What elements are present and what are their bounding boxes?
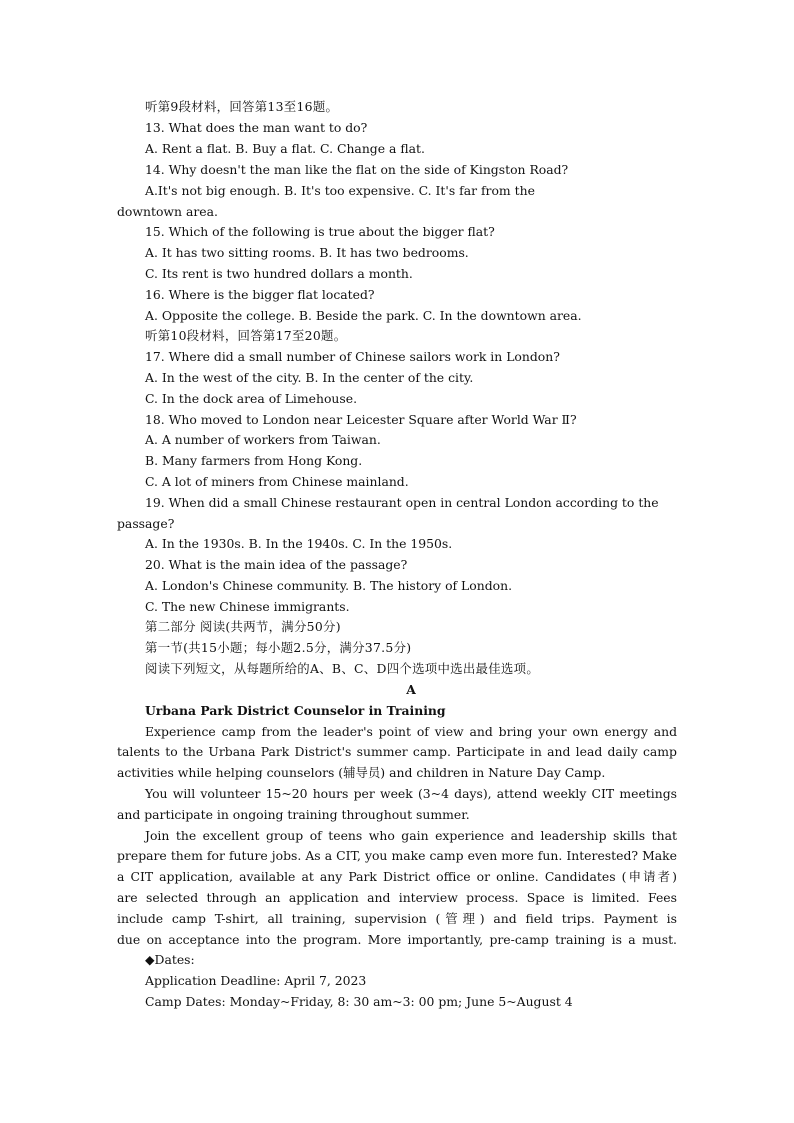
- para3-line5: include camp T-shirt, all training, supervision (管理) and field trips. Payment is: [117, 911, 677, 926]
- question-19: 19. When did a small Chinese restaurant open in central London according to the: [145, 495, 659, 510]
- question-15: 15. Which of the following is true about the bigger flat?: [145, 224, 495, 239]
- option-18-b: B. Many farmers from Hong Kong.: [145, 453, 363, 468]
- question-13: 13. What does the man want to do?: [145, 120, 368, 135]
- options-20-c: C. The new Chinese immigrants.: [145, 599, 350, 614]
- para3-line1: Join the excellent group of teens who gain experience and leadership skills that: [145, 828, 677, 843]
- para3-line4: are selected through an application and interview process. Space is limited. Fees: [117, 890, 677, 905]
- options-15-ab: A. It has two sitting rooms. B. It has two bedrooms.: [145, 245, 469, 260]
- para2-line1: You will volunteer 15~20 hours per week (3~4 days), attend weekly CIT meetings: [145, 786, 677, 801]
- para2-line2: and participate in ongoing training throughout summer.: [117, 807, 470, 822]
- options-17-c: C. In the dock area of Limehouse.: [145, 391, 358, 406]
- options-13: A. Rent a flat. B. Buy a flat. C. Change a flat.: [145, 141, 425, 156]
- question-16: 16. Where is the bigger flat located?: [145, 287, 375, 302]
- options-17-ab: A. In the west of the city. B. In the center of the city.: [145, 370, 474, 385]
- option-18-a: A. A number of workers from Taiwan.: [145, 432, 381, 447]
- section-one-heading: 第一节(共15小题；每小题2.5分，满分37.5分): [145, 640, 412, 655]
- passage-title: Urbana Park District Counselor in Training: [145, 703, 446, 718]
- camp-dates: Camp Dates: Monday~Friday, 8: 30 am~3: 00 pm; June 5~August 4: [145, 994, 573, 1009]
- application-deadline: Application Deadline: April 7, 2023: [145, 973, 367, 988]
- para3-line3: a CIT application, available at any Park District office or online. Candidates (申请者): [117, 869, 677, 884]
- question-17: 17. Where did a small number of Chinese sailors work in London?: [145, 349, 560, 364]
- reading-instruction: 阅读下列短文，从每题所给的A、B、C、D四个选项中选出最佳选项。: [145, 661, 540, 676]
- para1-line2: talents to the Urbana Park District's summer camp. Participate in and lead daily camp: [117, 744, 677, 759]
- para1-line1: Experience camp from the leader's point of view and bring your own energy and: [145, 724, 677, 739]
- question-19-cont: passage?: [117, 516, 175, 531]
- question-20: 20. What is the main idea of the passage?: [145, 557, 408, 572]
- question-14: 14. Why doesn't the man like the flat on the side of Kingston Road?: [145, 162, 569, 177]
- part-two-heading: 第二部分 阅读(共两节，满分50分): [145, 619, 341, 634]
- option-18-c: C. A lot of miners from Chinese mainland.: [145, 474, 409, 489]
- options-16: A. Opposite the college. B. Beside the park. C. In the downtown area.: [145, 308, 582, 323]
- para1-line3: activities while helping counselors (辅导员) and children in Nature Day Camp.: [117, 765, 606, 780]
- para3-line6: due on acceptance into the program. More importantly, pre-camp training is a must.: [117, 932, 677, 947]
- dates-heading: ◆Dates:: [145, 952, 195, 967]
- options-14: A.It's not big enough. B. It's too expensive. C. It's far from the: [145, 183, 535, 198]
- section-instruction-10: 听第10段材料，回答第17至20题。: [145, 328, 347, 343]
- options-20-ab: A. London's Chinese community. B. The history of London.: [145, 578, 513, 593]
- question-18: 18. Who moved to London near Leicester Square after World War Ⅱ?: [145, 412, 577, 427]
- passage-label: A: [406, 682, 416, 697]
- options-19: A. In the 1930s. B. In the 1940s. C. In the 1950s.: [145, 536, 453, 551]
- para3-line2: prepare them for future jobs. As a CIT, you make camp even more fun. Interested? Make: [117, 848, 677, 863]
- section-instruction-9: 听第9段材料，回答第13至16题。: [145, 99, 339, 114]
- options-15-c: C. Its rent is two hundred dollars a month.: [145, 266, 413, 281]
- options-14-cont: downtown area.: [117, 204, 218, 219]
